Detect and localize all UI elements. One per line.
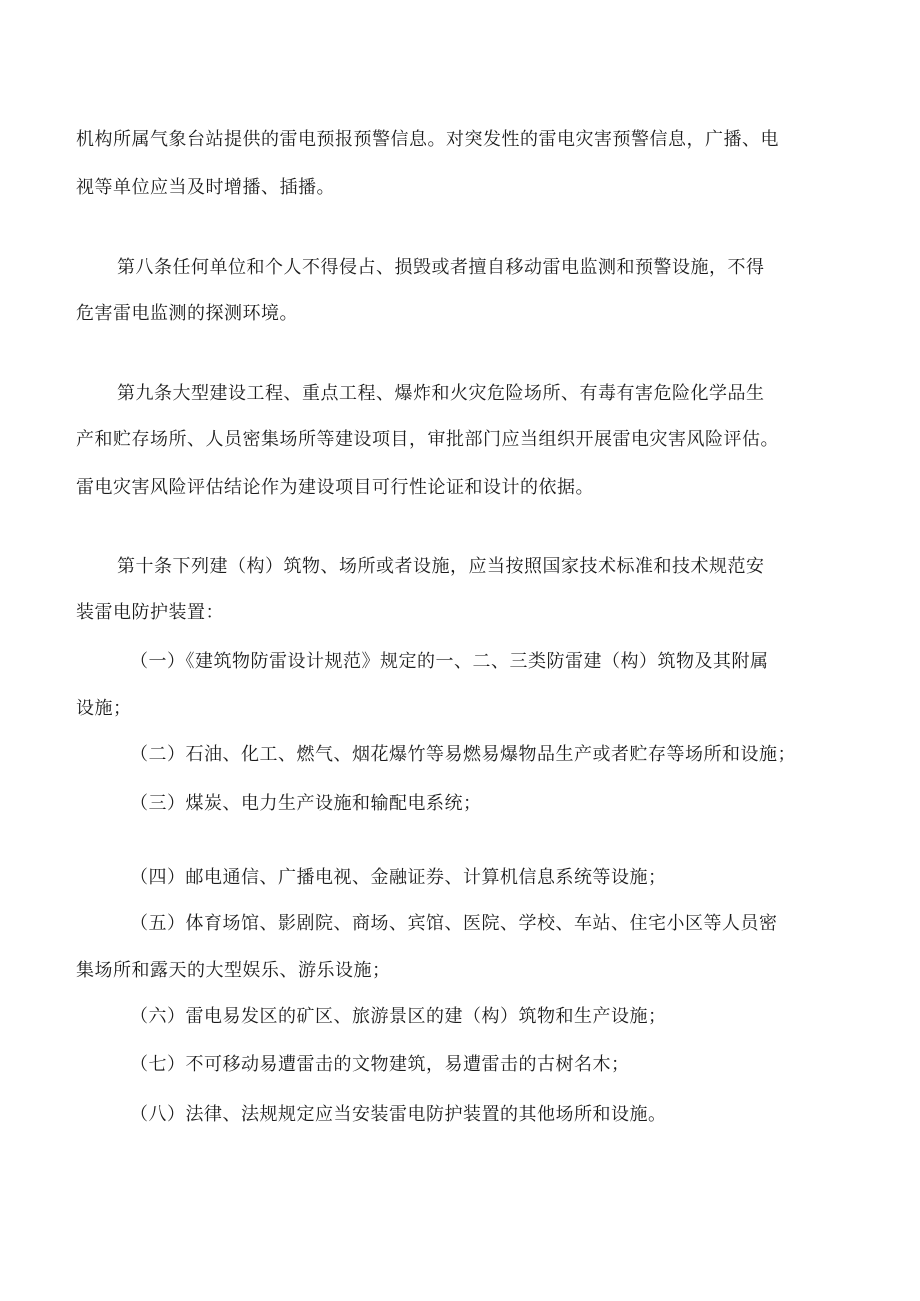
list-item-6: （六）雷电易发区的矿区、旅游景区的建（构）筑物和生产设施； [130, 1006, 667, 1027]
text-line: 危害雷电监测的探测环境。 [76, 303, 298, 324]
list-item-2: （二）石油、化工、燃气、烟花爆竹等易燃易爆物品生产或者贮存等场所和设施； [130, 744, 796, 765]
article-8-line: 第八条任何单位和个人不得侵占、损毁或者擅自移动雷电监测和预警设施，不得 [117, 257, 765, 278]
text-line: 产和贮存场所、人员密集场所等建设项目，审批部门应当组织开展雷电灾害风险评估。 [76, 429, 779, 450]
text-line: 设施； [76, 698, 132, 719]
list-item-3: （三）煤炭、电力生产设施和输配电系统； [130, 793, 482, 814]
list-item-8: （八）法律、法规规定应当安装雷电防护装置的其他场所和设施。 [130, 1104, 667, 1125]
text-line: 视等单位应当及时增播、插播。 [76, 177, 335, 198]
article-9-line: 第九条大型建设工程、重点工程、爆炸和火灾危险场所、有毒有害危险化学品生 [117, 383, 765, 404]
list-item-1: （一）《建筑物防雷设计规范》规定的一、二、三类防雷建（构）筑物及其附属 [130, 651, 769, 672]
list-item-5: （五）体育场馆、影剧院、商场、宾馆、医院、学校、车站、住宅小区等人员密 [130, 913, 778, 934]
text-line: 机构所属气象台站提供的雷电预报预警信息。对突发性的雷电灾害预警信息，广播、电 [76, 129, 779, 150]
text-line: 雷电灾害风险评估结论作为建设项目可行性论证和设计的依据。 [76, 477, 594, 498]
text-line: 装雷电防护装置： [76, 602, 224, 623]
article-10-line: 第十条下列建（构）筑物、场所或者设施，应当按照国家技术标准和技术规范安 [117, 556, 765, 577]
list-item-7: （七）不可移动易遭雷击的文物建筑，易遭雷击的古树名木； [130, 1054, 630, 1075]
text-line: 集场所和露天的大型娱乐、游乐设施； [76, 960, 391, 981]
list-item-4: （四）邮电通信、广播电视、金融证券、计算机信息系统等设施； [130, 867, 667, 888]
